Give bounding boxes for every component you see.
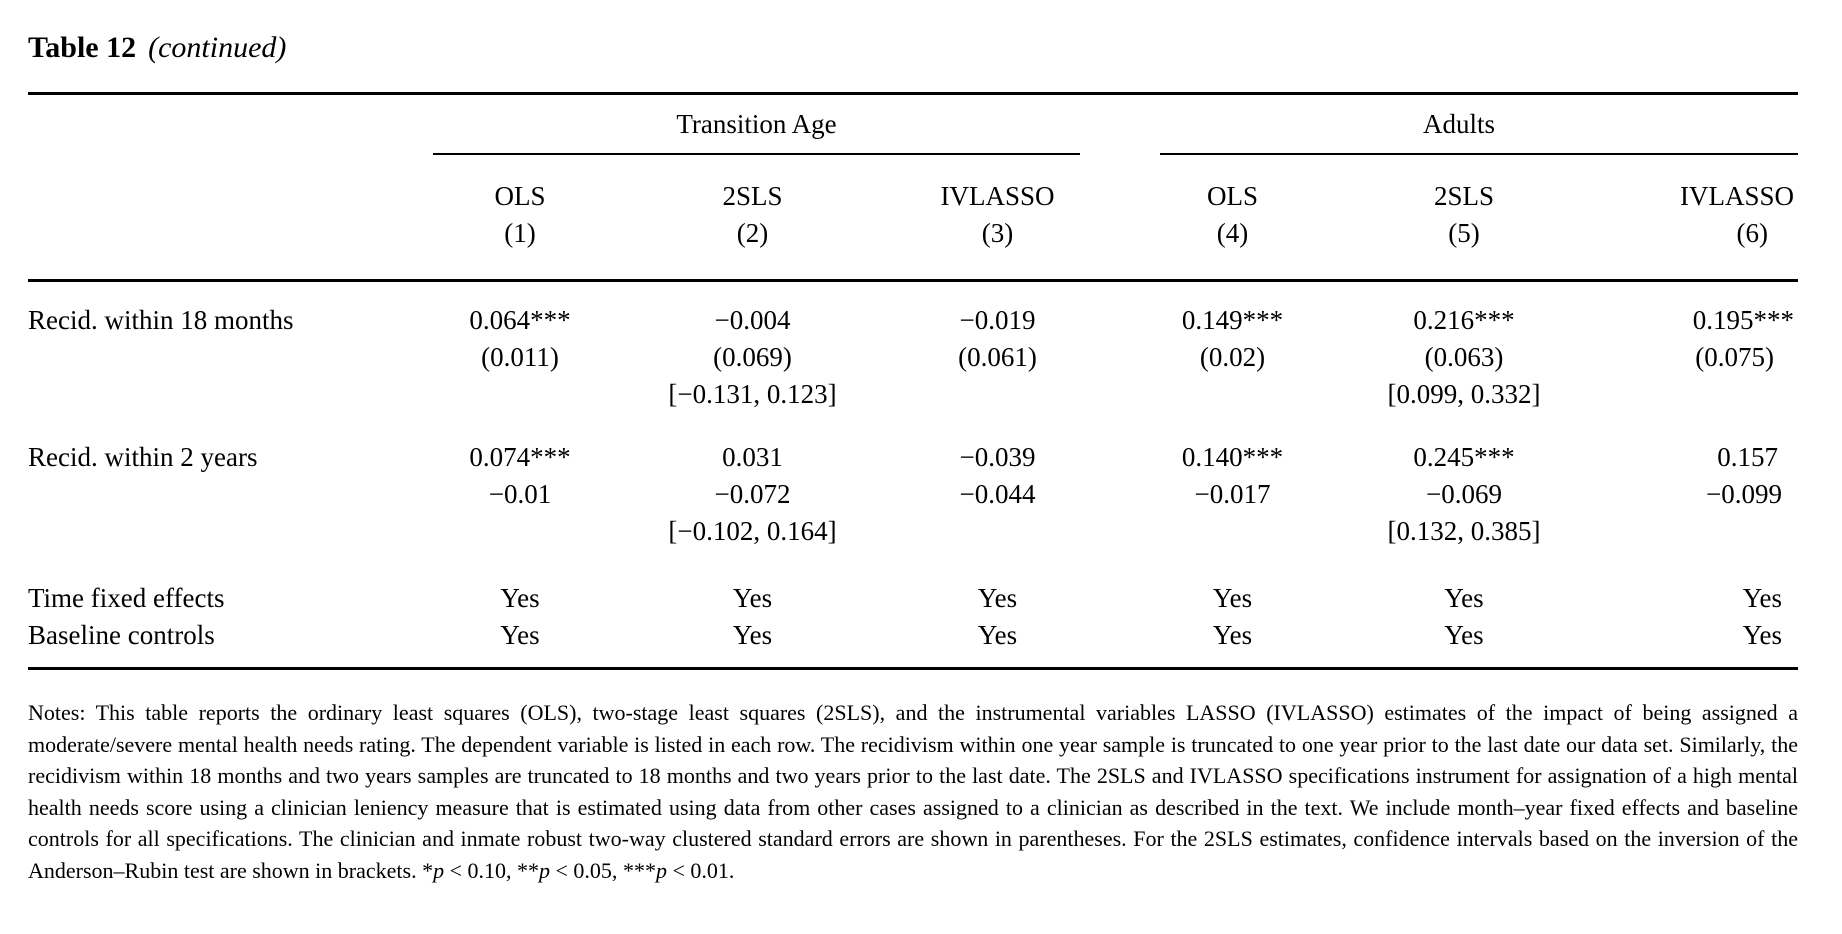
table-row-time-fixed-effects [28,572,1798,617]
table-row-confidence-intervals [28,513,1798,572]
column-number: (6) [1736,218,1769,248]
column-group-row [28,94,1798,156]
sig-threshold-2: < 0.05, [550,857,623,883]
table-row-coefficients [28,423,1798,476]
ci-cell: [0.132, 0.385] [1387,516,1541,546]
coef-cell: −0.019 [870,281,1125,340]
row-label: Baseline controls [28,620,215,650]
column-number: (5) [1448,218,1480,248]
coef-cell: 0.064*** [405,281,635,340]
empty-stub-cell [28,376,405,423]
se-cell: −0.069 [1426,479,1503,509]
se-cell: (0.061) [958,342,1037,372]
ci-cell [870,513,1125,572]
se-cell: (0.02) [1199,342,1266,372]
p-symbol: p [655,857,667,883]
coef-cell: 0.245*** [1413,442,1515,472]
se-cell: (0.063) [1424,342,1504,372]
table-row-standard-errors [28,339,1798,376]
group-cell-adults [1125,94,1798,156]
control-cell: Yes [500,583,540,613]
table-row-baseline-controls [28,617,1798,669]
method-header: IVLASSO [940,181,1055,211]
control-cell: Yes [977,583,1018,613]
row-label: Time fixed effects [28,583,225,613]
control-cell: Yes [1742,620,1783,650]
row-label: Recid. within 18 months [28,281,405,340]
column-number: (3) [981,218,1014,248]
ci-cell [1588,513,1798,572]
coef-cell: 0.031 [722,442,783,472]
coef-cell: 0.074*** [469,442,571,472]
ci-cell [870,376,1125,423]
method-header: IVLASSO [1680,181,1795,211]
group-label: Transition Age [676,109,837,139]
control-cell: Yes [1444,620,1484,650]
ci-cell: [−0.131, 0.123] [668,379,837,409]
sig-stars-3: *** [622,857,656,883]
se-cell: (0.069) [713,342,792,372]
control-cell: Yes [1742,583,1783,613]
group-label: Adults [1423,109,1496,139]
method-header: OLS [1207,181,1259,211]
method-header: 2SLS [1434,181,1495,211]
se-cell: −0.072 [714,479,791,509]
table-row-coefficients [28,281,1798,340]
empty-stub-cell [28,476,405,513]
sig-threshold-3: < 0.01. [666,857,735,883]
column-number-row [28,215,1798,281]
column-number: (2) [736,218,769,248]
sig-stars-2: ** [517,857,540,883]
coef-cell: 0.149*** [1125,281,1340,340]
p-symbol: p [433,857,445,883]
table-number: Table 12 [28,31,137,64]
ci-cell: [−0.102, 0.164] [668,516,837,546]
control-cell: Yes [1444,583,1484,613]
table-row-standard-errors [28,476,1798,513]
row-label: Recid. within 2 years [28,442,258,472]
p-symbol: p [539,857,551,883]
column-number: (4) [1216,218,1249,248]
group-cell-transition-age [405,94,1125,156]
sig-threshold-1: < 0.10, [444,857,518,883]
se-cell: −0.017 [1194,479,1271,509]
notes-body: Notes: This table reports the ordinary least squares (OLS), two-stage least squares (2SLS), and the instrumental variables LASSO (IVLASSO) estimates of the impact of being assigned a moderate/severe mental health needs rating. The dependent variable is listed in each row. The recidivism within one year sample is truncated to one year prior to the last date our data set. Similarly, the recidivism within 18 months and two years samples are truncated to 18 months and two years prior to the last date. The 2SLS and IVLASSO specifications instrument for assignation of a high mental health needs score using a clinician leniency measure that is estimated using data from other cases assigned to a clinician as described in the text. We include month–year fixed effects and baseline controls for all specifications. The clinician and inmate robust two-way clustered standard errors are shown in parentheses. For the 2SLS estimates, confidence intervals based on the inversion of the Anderson–Rubin test are shown in brackets. [28,700,1798,883]
coef-cell: 0.157 [1717,442,1779,472]
control-cell: Yes [732,620,773,650]
method-header: OLS [494,181,546,211]
ci-cell [1125,513,1340,572]
regression-results-table [28,92,1798,670]
coef-cell: −0.004 [635,281,870,340]
ci-cell [1125,376,1340,423]
se-cell: (0.011) [481,342,559,372]
se-cell: −0.044 [959,479,1036,509]
empty-stub-cell [28,215,405,281]
ci-cell [1588,376,1798,423]
empty-stub-cell [28,339,405,376]
table-notes [28,697,1798,886]
ci-cell [405,376,635,423]
coef-cell: −0.039 [959,442,1036,472]
control-cell: Yes [977,620,1018,650]
group-transition-age [433,106,1080,155]
sig-stars-1: * [422,857,434,883]
method-header-row [28,155,1798,215]
group-adults [1160,106,1798,155]
control-cell: Yes [500,620,540,650]
coef-cell: 0.216*** [1340,281,1588,340]
ci-cell [405,513,635,572]
empty-stub-cell [28,513,405,572]
empty-stub-cell [28,94,405,156]
se-cell: −0.099 [1706,479,1783,509]
control-cell: Yes [732,583,773,613]
se-cell: −0.01 [488,479,552,509]
column-number: (1) [504,218,536,248]
table-continued-label: (continued) [148,31,287,64]
table-row-confidence-intervals [28,376,1798,423]
coef-cell: 0.140*** [1181,442,1284,472]
empty-stub-cell [28,155,405,215]
table-title [28,30,1798,66]
se-cell: (0.075) [1695,342,1775,372]
control-cell: Yes [1212,583,1253,613]
control-cell: Yes [1212,620,1253,650]
ci-cell: [0.099, 0.332] [1387,379,1541,409]
method-header: 2SLS [722,181,783,211]
coef-cell: 0.195*** [1588,281,1798,340]
